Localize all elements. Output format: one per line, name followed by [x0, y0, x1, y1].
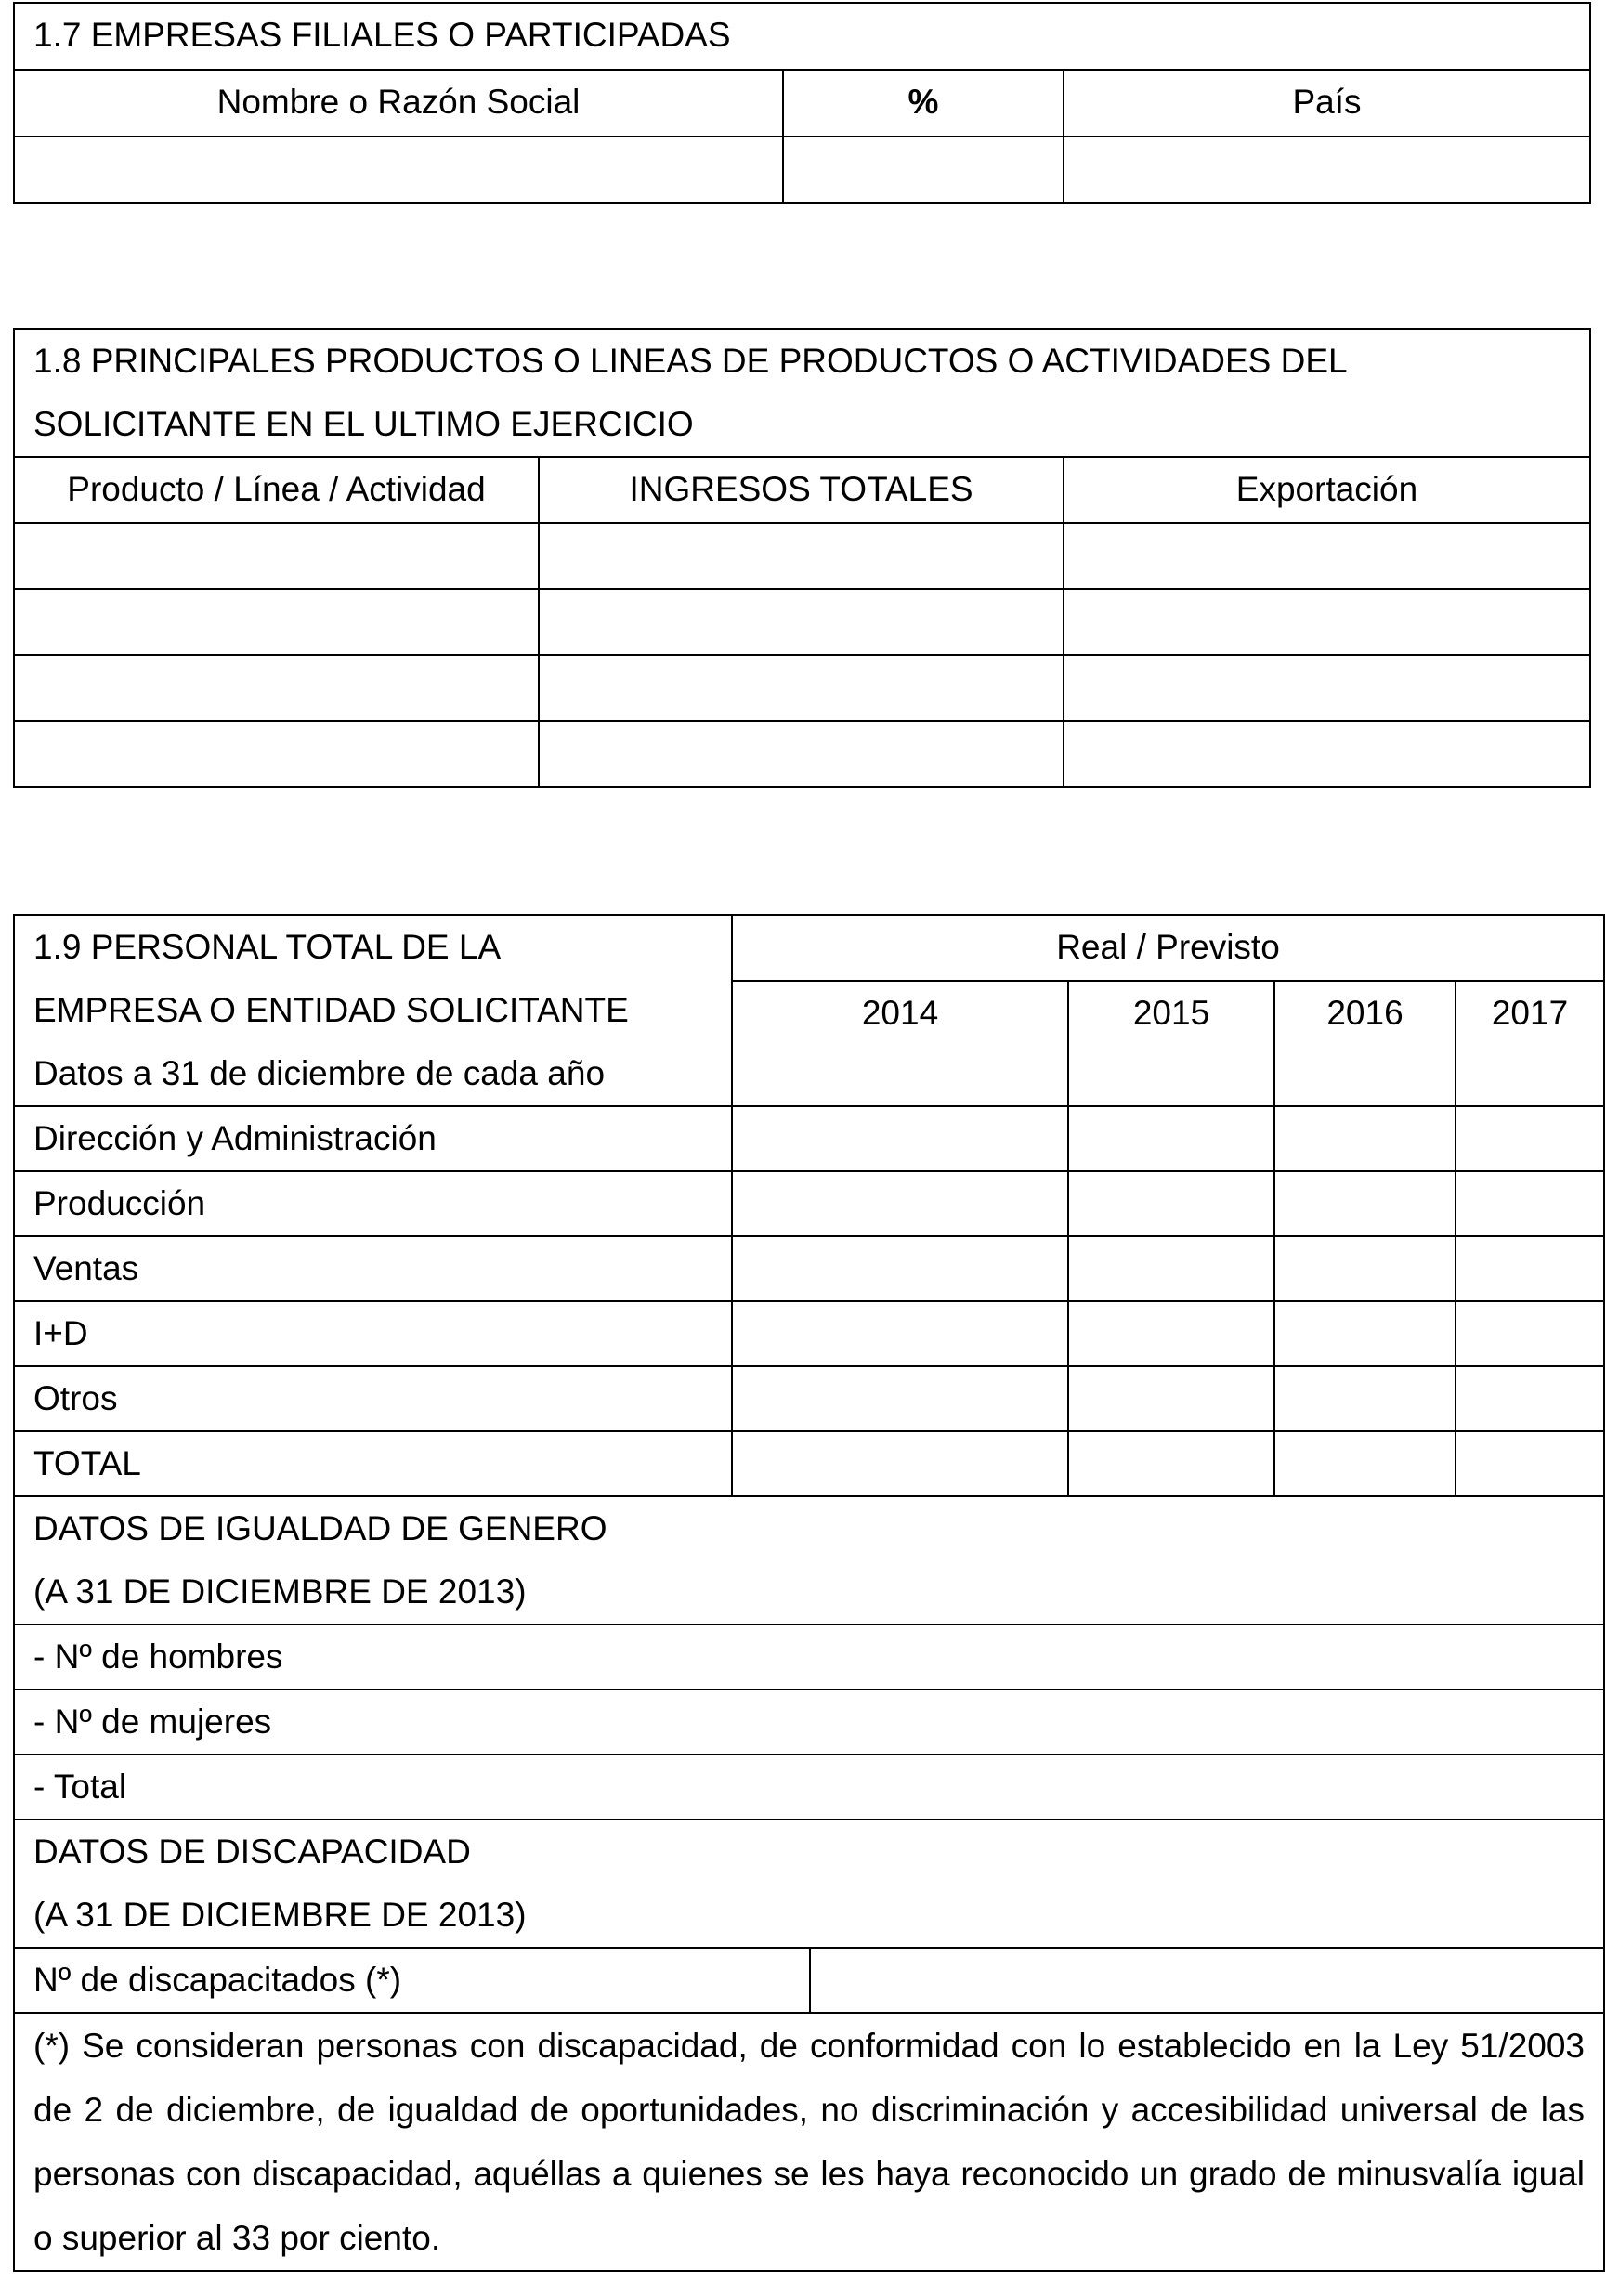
table-row	[14, 1366, 1604, 1431]
staff-title	[14, 915, 732, 1106]
export-cell[interactable]	[1064, 523, 1590, 589]
value-cell-2016[interactable]	[1274, 1106, 1456, 1171]
table-row	[14, 1171, 1604, 1236]
value-cell-2017[interactable]	[1456, 1236, 1604, 1301]
value-cell-2017[interactable]	[1456, 1171, 1604, 1236]
table-row	[14, 1948, 1604, 2013]
gender-row-men[interactable]: - Nº de hombres	[14, 1624, 1604, 1689]
table-row	[14, 589, 1590, 655]
value-cell-2016[interactable]	[1274, 1171, 1456, 1236]
table-row	[14, 1236, 1604, 1301]
staff-title-line3: Datos a 31 de diciembre de cada año	[33, 1054, 606, 1092]
col-header-product: Producto / Línea / Actividad	[14, 457, 539, 523]
staff-table	[13, 914, 1605, 2272]
row-label: I+D	[14, 1301, 732, 1366]
value-cell-2014[interactable]	[732, 1431, 1068, 1496]
gender-section-title	[14, 1496, 1604, 1624]
col-header-country: País	[1064, 70, 1590, 137]
value-cell-2014[interactable]	[732, 1301, 1068, 1366]
table-row	[14, 523, 1590, 589]
table-row	[14, 655, 1590, 721]
table-row	[14, 1301, 1604, 1366]
product-cell[interactable]	[14, 589, 539, 655]
value-cell-2014[interactable]	[732, 1106, 1068, 1171]
product-cell[interactable]	[14, 523, 539, 589]
year-header-2015: 2015	[1068, 981, 1274, 1106]
gender-title-line1: DATOS DE IGUALDAD DE GENERO	[33, 1509, 607, 1547]
row-label: Dirección y Administración	[14, 1106, 732, 1171]
value-cell-2016[interactable]	[1274, 1236, 1456, 1301]
disability-section-title	[14, 1820, 1604, 1948]
table-row	[14, 721, 1590, 787]
disability-count-label: Nº de discapacitados (*)	[14, 1948, 810, 2013]
year-header-2016: 2016	[1274, 981, 1456, 1106]
value-cell-2015[interactable]	[1068, 1236, 1274, 1301]
col-header-percent: %	[783, 70, 1064, 137]
value-cell-2016[interactable]	[1274, 1301, 1456, 1366]
real-forecast-header: Real / Previsto	[732, 915, 1604, 981]
table-row	[14, 1624, 1604, 1689]
value-cell-2017[interactable]	[1456, 1431, 1604, 1496]
value-cell-2017[interactable]	[1456, 1301, 1604, 1366]
table-row	[14, 1431, 1604, 1496]
value-cell-2016[interactable]	[1274, 1366, 1456, 1431]
value-cell-2017[interactable]	[1456, 1366, 1604, 1431]
income-cell[interactable]	[539, 523, 1064, 589]
export-cell[interactable]	[1064, 655, 1590, 721]
col-header-company-name: Nombre o Razón Social	[14, 70, 783, 137]
value-cell-2015[interactable]	[1068, 1171, 1274, 1236]
staff-title-line2: EMPRESA O ENTIDAD SOLICITANTE	[33, 991, 629, 1029]
table-row	[14, 1689, 1604, 1755]
year-header-2014: 2014	[732, 981, 1068, 1106]
subsidiary-country-cell[interactable]	[1064, 137, 1590, 203]
product-cell[interactable]	[14, 721, 539, 787]
products-table	[13, 328, 1591, 788]
disability-footnote: (*) Se consideran personas con discapacidad, de conformidad con lo establecido en la Ley 51/2003 de 2 de diciembre, de igualdad de oportunidades, no discriminación y accesibilidad universal de las personas con discapacidad, aquéllas a quienes se les haya reconocido un grado de minusvalía igual o superior al 33 por ciento.	[14, 2013, 1604, 2271]
value-cell-2017[interactable]	[1456, 1106, 1604, 1171]
row-label: Ventas	[14, 1236, 732, 1301]
disability-title-line2: (A 31 DE DICIEMBRE DE 2013)	[33, 1896, 527, 1934]
subsidiary-name-cell[interactable]	[14, 137, 783, 203]
table-row	[14, 1106, 1604, 1171]
row-label: Otros	[14, 1366, 732, 1431]
products-title-line2: SOLICITANTE EN EL ULTIMO EJERCICIO	[33, 405, 694, 443]
col-header-total-income: INGRESOS TOTALES	[539, 457, 1064, 523]
product-cell[interactable]	[14, 655, 539, 721]
row-label: Producción	[14, 1171, 732, 1236]
table-row	[14, 1755, 1604, 1820]
staff-title-line1: 1.9 PERSONAL TOTAL DE LA	[33, 928, 502, 966]
gender-title-line2: (A 31 DE DICIEMBRE DE 2013)	[33, 1572, 527, 1611]
subsidiaries-table	[13, 2, 1591, 204]
disability-count-value[interactable]	[810, 1948, 1604, 2013]
value-cell-2015[interactable]	[1068, 1106, 1274, 1171]
gender-row-total[interactable]: - Total	[14, 1755, 1604, 1820]
export-cell[interactable]	[1064, 589, 1590, 655]
export-cell[interactable]	[1064, 721, 1590, 787]
subsidiary-percent-cell[interactable]	[783, 137, 1064, 203]
value-cell-2015[interactable]	[1068, 1366, 1274, 1431]
row-label: TOTAL	[14, 1431, 732, 1496]
value-cell-2015[interactable]	[1068, 1431, 1274, 1496]
income-cell[interactable]	[539, 589, 1064, 655]
value-cell-2016[interactable]	[1274, 1431, 1456, 1496]
income-cell[interactable]	[539, 721, 1064, 787]
disability-title-line1: DATOS DE DISCAPACIDAD	[33, 1833, 471, 1871]
products-title-line1: 1.8 PRINCIPALES PRODUCTOS O LINEAS DE PRODUCTOS O ACTIVIDADES DEL	[33, 342, 1348, 380]
products-title	[14, 329, 1590, 457]
value-cell-2014[interactable]	[732, 1366, 1068, 1431]
value-cell-2014[interactable]	[732, 1236, 1068, 1301]
value-cell-2015[interactable]	[1068, 1301, 1274, 1366]
income-cell[interactable]	[539, 655, 1064, 721]
col-header-export: Exportación	[1064, 457, 1590, 523]
subsidiaries-title: 1.7 EMPRESAS FILIALES O PARTICIPADAS	[14, 3, 1590, 70]
year-header-2017: 2017	[1456, 981, 1604, 1106]
value-cell-2014[interactable]	[732, 1171, 1068, 1236]
gender-row-women[interactable]: - Nº de mujeres	[14, 1689, 1604, 1755]
